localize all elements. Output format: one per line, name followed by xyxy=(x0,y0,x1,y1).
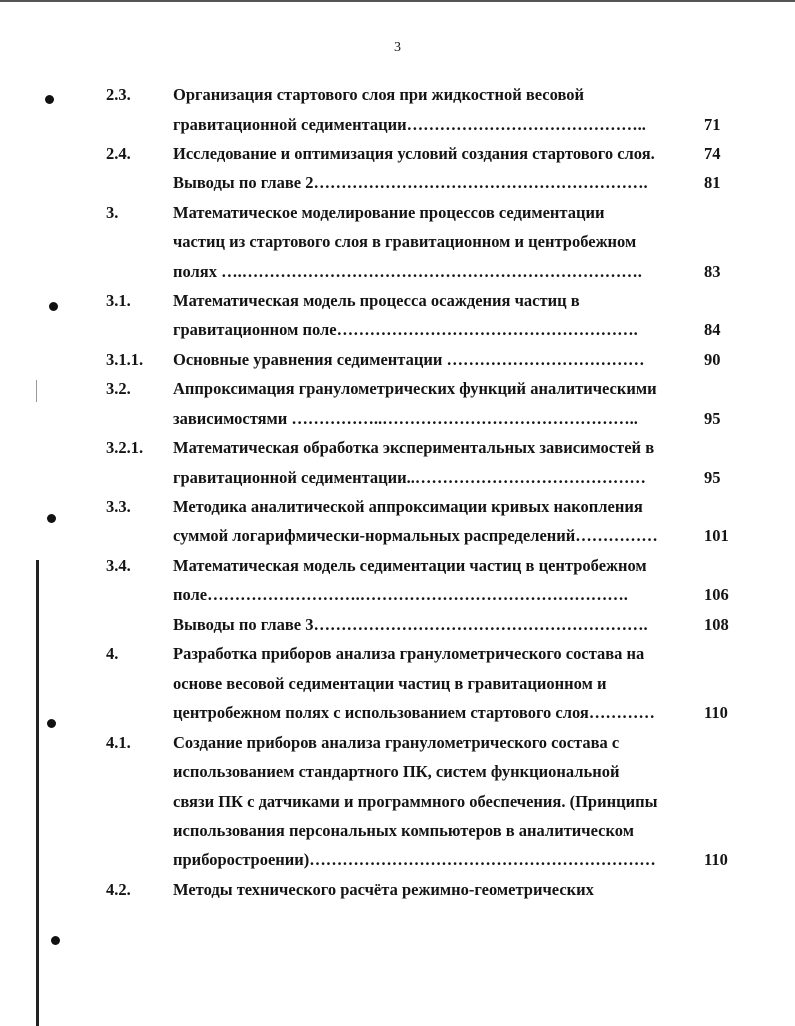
toc-entry-title: гравитационном поле………………………………………………. xyxy=(173,320,638,339)
toc-entry-title: частиц из стартового слоя в гравитационном и центробежном xyxy=(173,232,637,251)
toc-entry-title: Создание приборов анализа гранулометрического состава с xyxy=(173,733,620,752)
toc-entry-title: полях ….………………………………………………………………. xyxy=(173,262,642,281)
toc-entry-title: суммой логарифмически-нормальных распределений…………… xyxy=(173,526,658,545)
toc-entry-page: 84 xyxy=(704,320,721,339)
toc-entry-title: связи ПК с датчиками и программного обеспечения. (Принципы xyxy=(173,792,658,811)
toc-entry xyxy=(0,171,795,195)
toc-entry-number: 3.2. xyxy=(106,379,131,398)
toc-entry xyxy=(0,878,795,902)
toc-entry xyxy=(0,142,795,166)
toc-entry xyxy=(0,819,795,843)
toc-entry-number: 4. xyxy=(106,644,119,663)
toc-entry-title: зависимостями ……………..……………………………………….. xyxy=(173,409,638,428)
toc-entry-title: Математическая обработка экспериментальных зависимостей в xyxy=(173,438,655,457)
toc-entry-title: Аппроксимация гранулометрических функций аналитическими xyxy=(173,379,657,398)
toc-entry-title: Методика аналитической аппроксимации кривых накопления xyxy=(173,497,643,516)
toc-entry xyxy=(0,201,795,225)
toc-entry-title: Выводы по главе 2……………………………………………………. xyxy=(173,173,648,192)
toc-entry-title: Математическая модель седиментации частиц в центробежном xyxy=(173,556,647,575)
toc-entry-title: Математическое моделирование процессов седиментации xyxy=(173,203,605,222)
toc-entry-title: Исследование и оптимизация условий создания стартового слоя. xyxy=(173,144,655,163)
toc-entry xyxy=(0,230,795,254)
toc-entry xyxy=(0,348,795,372)
toc-entry xyxy=(0,672,795,696)
toc-entry-number: 4.1. xyxy=(106,733,131,752)
toc-entry-title: гравитационной седиментации..…………………………………… xyxy=(173,468,646,487)
toc-entry-title: Математическая модель процесса осаждения частиц в xyxy=(173,291,580,310)
toc-entry-number: 3.2.1. xyxy=(106,438,144,457)
toc-entry xyxy=(0,554,795,578)
toc-entry-page: 81 xyxy=(704,173,721,192)
toc-entry xyxy=(0,495,795,519)
toc-entry xyxy=(0,466,795,490)
toc-entry xyxy=(0,407,795,431)
toc-entry-number: 4.2. xyxy=(106,880,131,899)
toc-entry-number: 3.4. xyxy=(106,556,131,575)
toc-entry xyxy=(0,436,795,460)
toc-entry xyxy=(0,260,795,284)
toc-entry-page: 74 xyxy=(704,144,721,163)
toc-entry-page: 106 xyxy=(704,585,729,604)
toc-entry xyxy=(0,318,795,342)
toc-entry-number: 2.3. xyxy=(106,85,131,104)
toc-entry-number: 3.1. xyxy=(106,291,131,310)
toc-entry-title: Основные уравнения седиментации ……………………………… xyxy=(173,350,645,369)
toc-entry xyxy=(0,113,795,137)
toc-entry xyxy=(0,701,795,725)
toc-entry xyxy=(0,848,795,872)
toc-entry-title: Разработка приборов анализа гранулометрического состава на xyxy=(173,644,645,663)
toc-entry xyxy=(0,760,795,784)
toc-entry xyxy=(0,731,795,755)
toc-entry-number: 3. xyxy=(106,203,119,222)
toc-entry-number: 3.1.1. xyxy=(106,350,144,369)
toc-entry-title: гравитационной седиментации…………………………………….. xyxy=(173,115,646,134)
toc-entry-page: 108 xyxy=(704,615,729,634)
toc-entry-title: поле……………………….…………………………………………. xyxy=(173,585,628,604)
toc-entry-page: 101 xyxy=(704,526,729,545)
toc-entry-page: 95 xyxy=(704,468,721,487)
toc-entry xyxy=(0,613,795,637)
toc-entry-title: Выводы по главе 3……………………………………………………. xyxy=(173,615,648,634)
toc-entry-number: 2.4. xyxy=(106,144,131,163)
toc-entry-title: основе весовой седиментации частиц в гравитационном и xyxy=(173,674,607,693)
toc-entry xyxy=(0,83,795,107)
toc-entry-number: 3.3. xyxy=(106,497,131,516)
toc-entry-page: 83 xyxy=(704,262,721,281)
toc-entry-page: 95 xyxy=(704,409,721,428)
toc-entry xyxy=(0,289,795,313)
toc-entry-title: приборостроении)……………………………………………………… xyxy=(173,850,656,869)
toc-entry-title: центробежном полях с использованием стартового слоя………… xyxy=(173,703,655,722)
toc-entry-title: использования персональных компьютеров в аналитическом xyxy=(173,821,634,840)
toc-entry-title: использованием стандартного ПК, систем функциональной xyxy=(173,762,620,781)
toc-entry xyxy=(0,642,795,666)
toc-entry xyxy=(0,583,795,607)
page-number: 3 xyxy=(394,40,401,55)
toc-entry xyxy=(0,524,795,548)
toc-entry-page: 110 xyxy=(704,703,728,722)
toc-entry-title: Методы технического расчёта режимно-геометрических xyxy=(173,880,594,899)
toc-entry-page: 71 xyxy=(704,115,721,134)
toc-entry xyxy=(0,790,795,814)
toc-entry xyxy=(0,377,795,401)
toc-entry-page: 90 xyxy=(704,350,721,369)
toc-entry-title: Организация стартового слоя при жидкостной весовой xyxy=(173,85,584,104)
toc-entry-page: 110 xyxy=(704,850,728,869)
